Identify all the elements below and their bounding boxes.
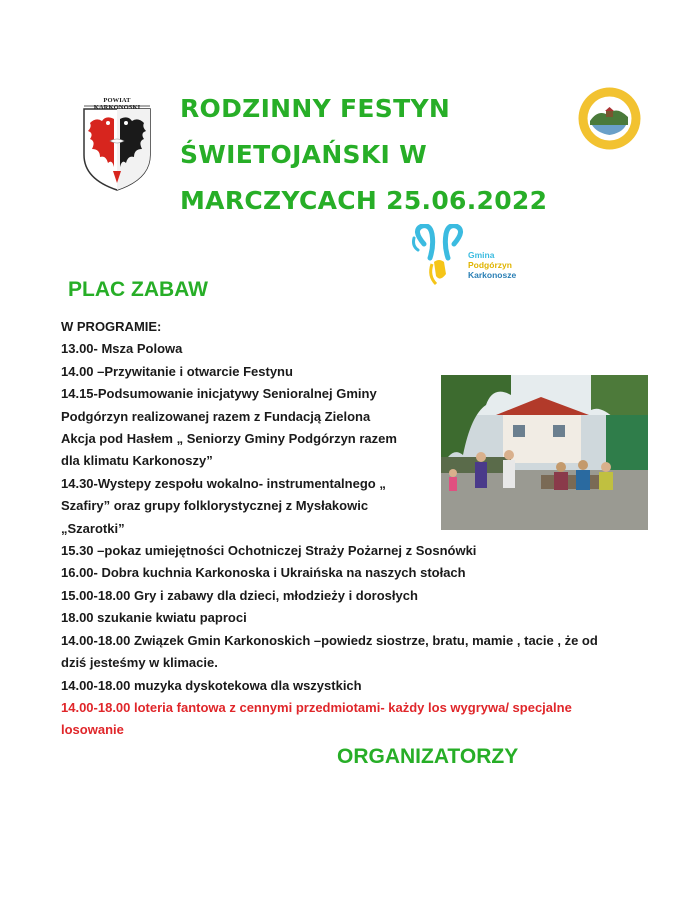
program-line: 14.15-Podsumowanie inicjatywy Senioralnej Gminy (61, 386, 377, 402)
event-photo (441, 375, 648, 530)
program-line: 15.00-18.00 Gry i zabawy dla dzieci, młodzieży i dorosłych (61, 587, 418, 603)
program-line: „Szarotki” (61, 520, 125, 536)
program-line: 14.00 –Przywitanie i otwarcie Festynu (61, 363, 293, 379)
gmina-logo-text (468, 250, 516, 280)
program-line: dla klimatu Karkonoszy” (61, 453, 213, 469)
program-line: 15.30 –pokaz umiejętności Ochotniczej Straży Pożarnej z Sosnówki (61, 543, 477, 559)
program-line: dziś jesteśmy w klimacie. (61, 655, 218, 671)
organizers-heading: ORGANIZATORZY (337, 745, 519, 768)
goat-horns-icon (410, 224, 470, 289)
landscape-emblem-icon (578, 87, 641, 150)
title-line: RODZINNY FESTYN (180, 94, 451, 123)
program-line: 14.30-Wystepy zespołu wokalno- instrumentalnego „ (61, 475, 386, 491)
coat-of-arms-label: POWIAT KARKONOSKI (93, 97, 141, 111)
program-line: W PROGRAMIE: (61, 319, 162, 334)
program-line: Szafiry” oraz grupy folklorystycznej z Mysłakowic (61, 498, 369, 514)
gmina-logo-line: Podgórzyn (468, 260, 512, 270)
program-line: Podgórzyn realizowanej razem z Fundacją Zielona (61, 408, 371, 424)
plac-zabaw-heading: PLAC ZABAW (68, 278, 208, 301)
gmina-logo-line: Karkonosze (468, 270, 517, 280)
program-line: 16.00- Dobra kuchnia Karkonoska i Ukraińska na naszych stołach (61, 565, 466, 581)
gmina-podgorzyn-logo (410, 224, 540, 289)
title-line: MARCZYCACH 25.06.2022 (180, 186, 548, 215)
gmina-logo-line: Gmina (468, 250, 495, 260)
outdoor-gathering-photo-icon (441, 375, 648, 530)
event-title (180, 86, 560, 224)
program-line: 18.00 szukanie kwiatu paproci (61, 610, 247, 626)
program-line: 14.00-18.00 Związek Gmin Karkonoskich –powiedz siostrze, bratu, mamie , tacie , że od (61, 632, 598, 648)
program-line: 13.00- Msza Polowa (61, 341, 183, 357)
program-line: 14.00-18.00 muzyka dyskotekowa dla wszystkich (61, 677, 362, 693)
round-emblem-logo (578, 87, 641, 150)
coat-of-arms-logo (80, 97, 154, 192)
program-line: Akcja pod Hasłem „ Seniorzy Gminy Podgórzyn razem (61, 431, 397, 447)
program-highlight-line: 14.00-18.00 loteria fantowa z cennymi przedmiotami- każdy los wygrywa/ specjalne (61, 699, 572, 715)
shield-icon (80, 97, 154, 192)
title-line: ŚWIETOJAŃSKI W (180, 140, 427, 169)
program-highlight-line: losowanie (61, 722, 124, 738)
